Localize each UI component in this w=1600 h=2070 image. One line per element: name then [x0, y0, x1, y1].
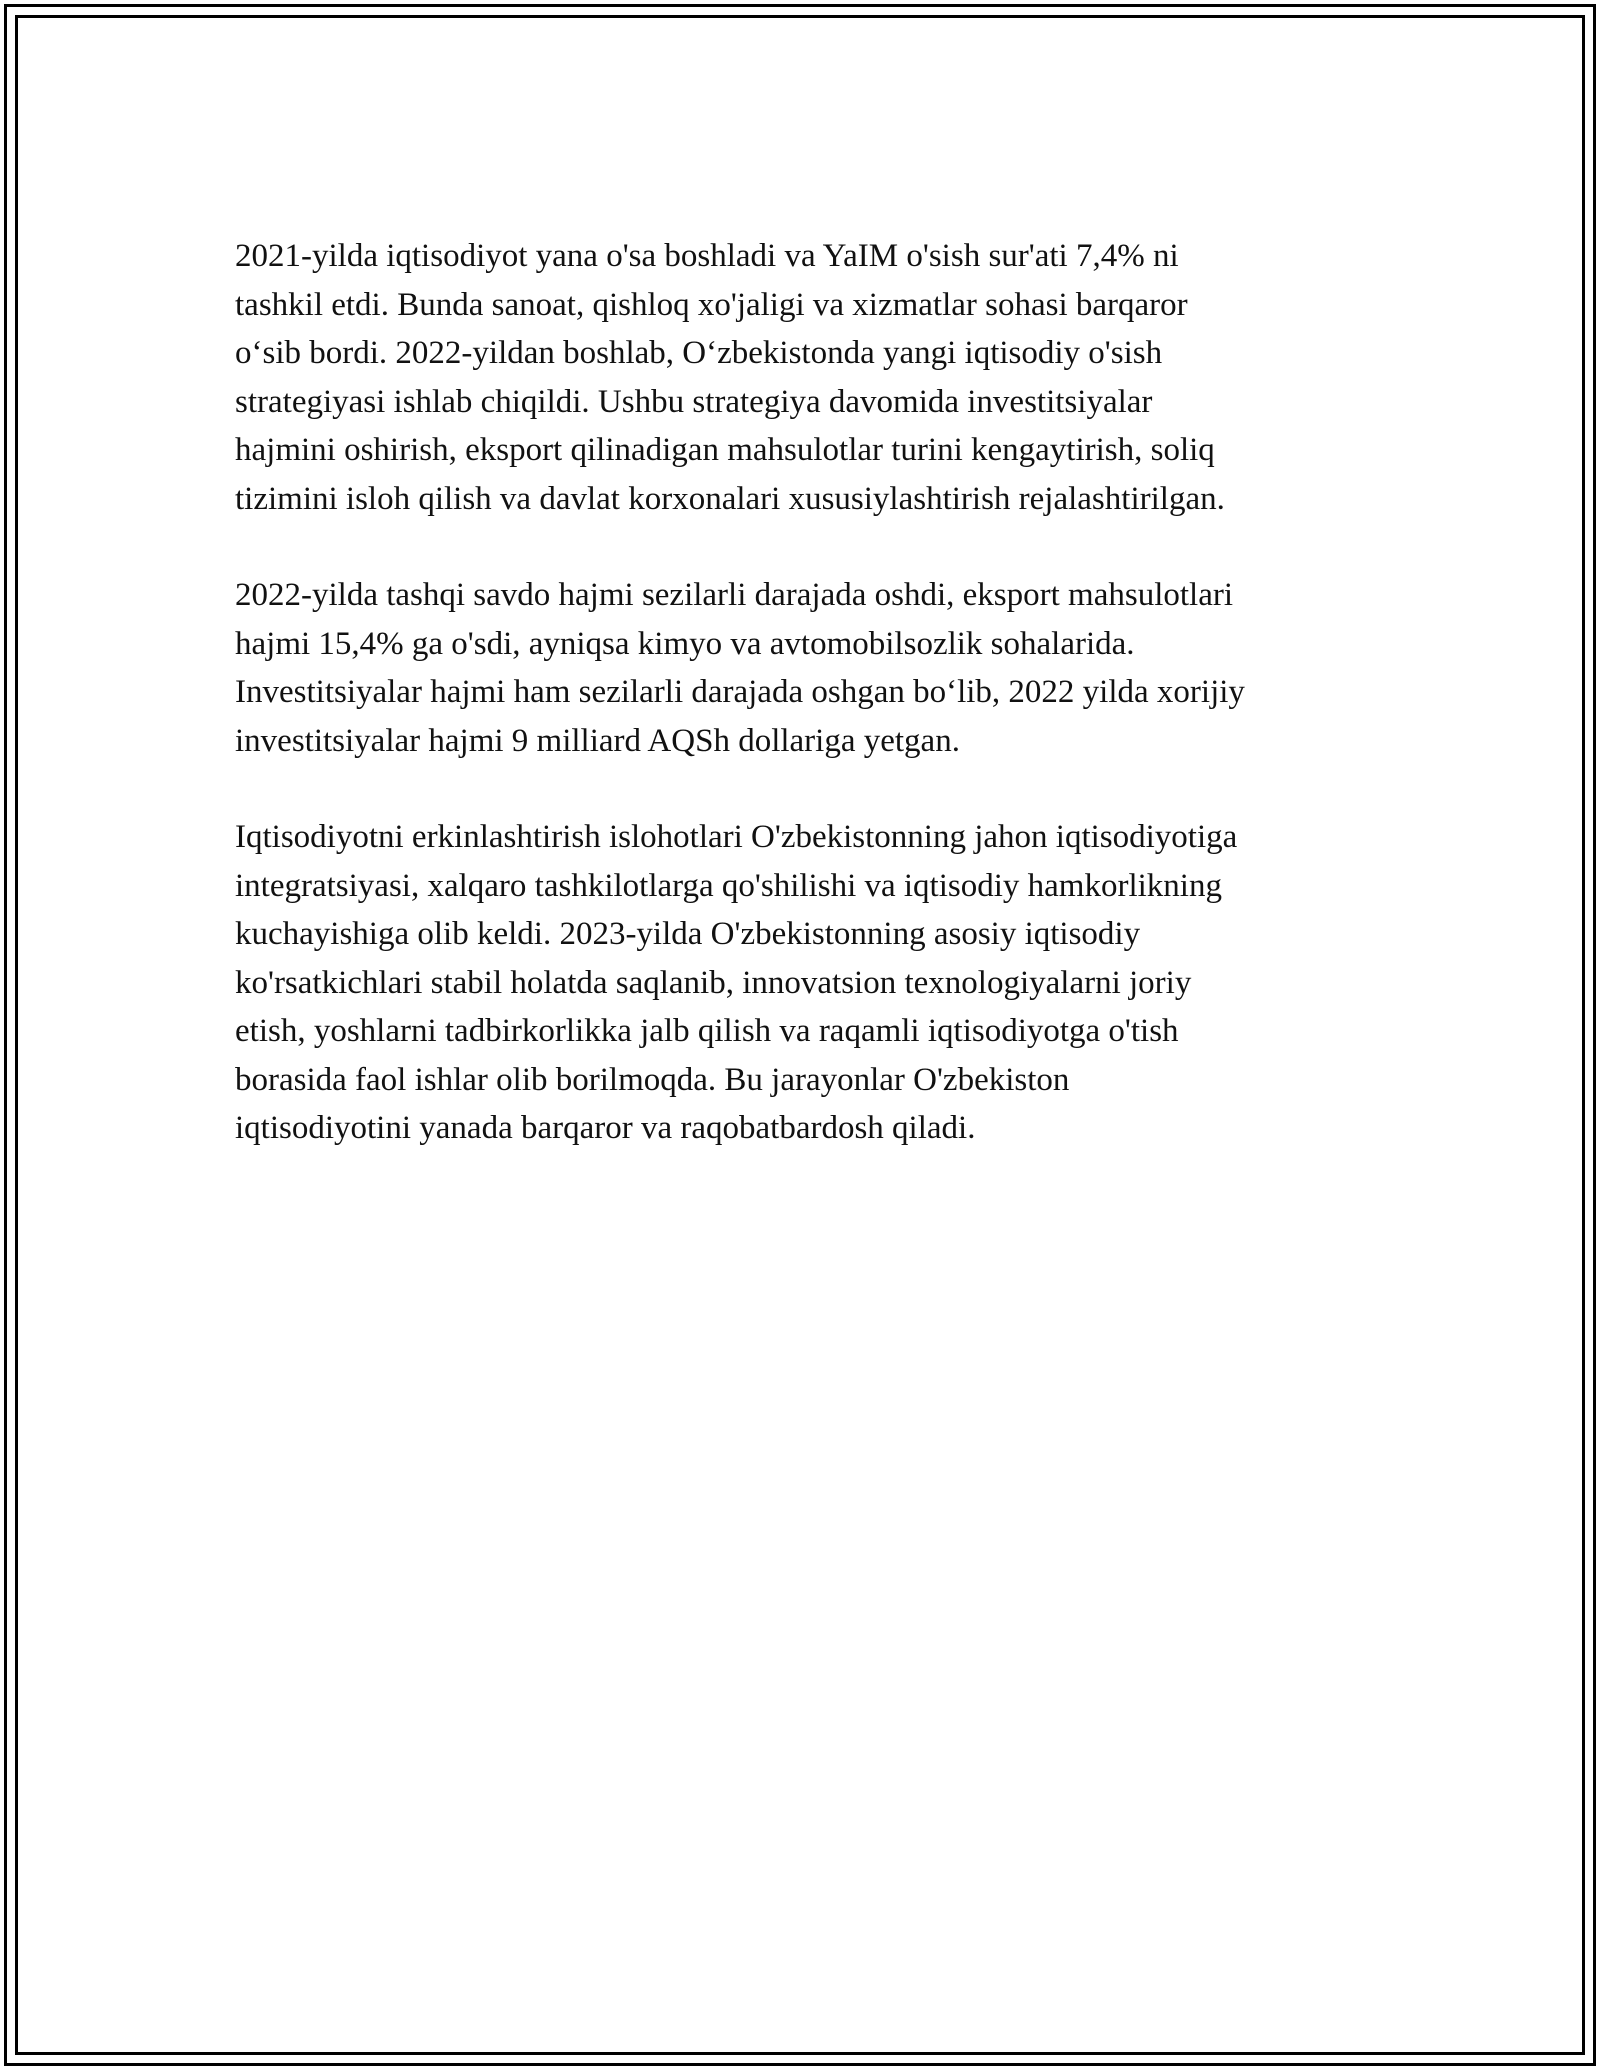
paragraph-foreign-trade: 2022-yilda tashqi savdo hajmi sezilarli darajada oshdi, eksport mahsulotlari hajmi 15,4% ga o'sdi, ayniqsa kimyo va avtomobilsozlik sohalarida. Investitsiyalar hajmi ham sezilarli darajada oshgan bo‘lib, 2022 yilda xorijiy investitsiyalar hajmi 9 milliard AQSh dollariga yetgan.: [235, 577, 1245, 759]
document-body: [235, 232, 1375, 1201]
paragraph-liberalization-reforms: Iqtisodiyotni erkinlashtirish islohotlari O'zbekistonning jahon iqtisodiyotiga integratsiyasi, xalqaro tashkilotlarga qo'shilishi va iqtisodiy hamkorlikning kuchayishiga olib keldi. 2023-yilda O'zbekistonning asosiy iqtisodiy ko'rsatkichlari stabil holatda saqlanib, innovatsion texnologiyalarni joriy etish, yoshlarni tadbirkorlikka jalb qilish va raqamli iqtisodiyotga o'tish borasida faol ishlar olib borilmoqda. Bu jarayonlar O'zbekiston iqtisodiyotini yanada barqaror va raqobatbardosh qiladi.: [235, 819, 1238, 1146]
paragraph-growth-strategy: 2021-yilda iqtisodiyot yana o'sa boshladi va YaIM o'sish sur'ati 7,4% ni tashkil etdi. Bunda sanoat, qishloq xo'jaligi va xizmatlar sohasi barqaror o‘sib bordi. 2022-yildan boshlab, O‘zbekistonda yangi iqtisodiy o'sish strategiyasi ishlab chiqildi. Ushbu strategiya davomida investitsiyalar hajmini oshirish, eksport qilinadigan mahsulotlar turini kengaytirish, soliq tizimini isloh qilish va davlat korxonalari xususiylashtirish rejalashtirilgan.: [235, 238, 1225, 517]
